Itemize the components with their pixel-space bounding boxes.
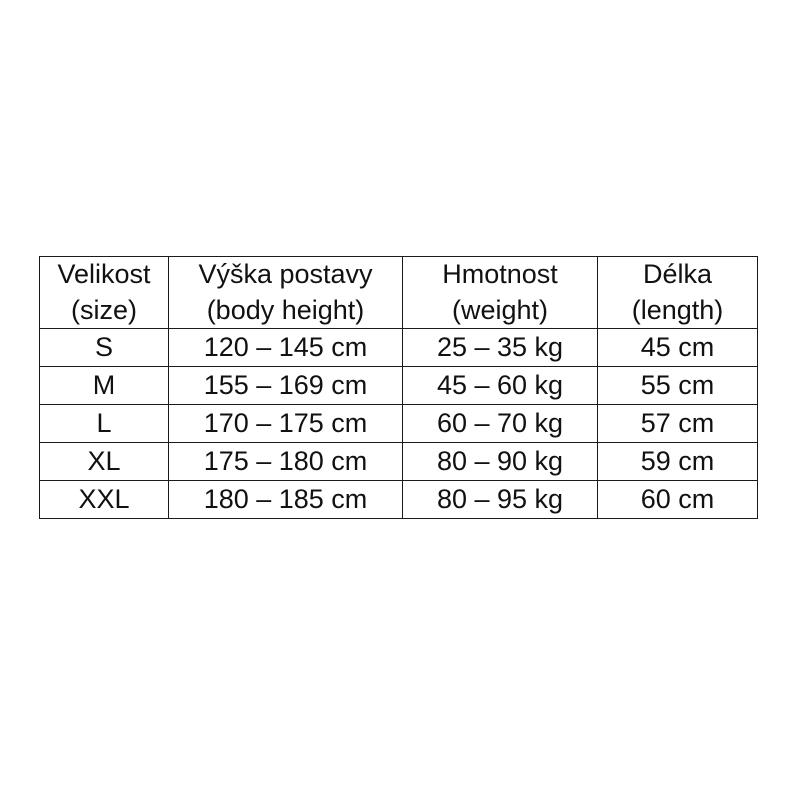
header-row-english <box>40 293 758 329</box>
height-cell: 175 – 180 cm <box>169 443 403 481</box>
header-length-en: (length) <box>598 293 758 329</box>
length-cell: 55 cm <box>598 367 758 405</box>
table-row <box>40 481 758 519</box>
length-cell: 57 cm <box>598 405 758 443</box>
height-cell: 170 – 175 cm <box>169 405 403 443</box>
weight-cell: 80 – 90 kg <box>403 443 598 481</box>
header-size-en: (size) <box>40 293 169 329</box>
height-cell: 120 – 145 cm <box>169 329 403 367</box>
table-row <box>40 367 758 405</box>
header-length: Délka <box>598 257 758 293</box>
weight-cell: 80 – 95 kg <box>403 481 598 519</box>
weight-cell: 60 – 70 kg <box>403 405 598 443</box>
height-cell: 155 – 169 cm <box>169 367 403 405</box>
weight-cell: 45 – 60 kg <box>403 367 598 405</box>
header-weight-en: (weight) <box>403 293 598 329</box>
header-weight: Hmotnost <box>403 257 598 293</box>
weight-cell: 25 – 35 kg <box>403 329 598 367</box>
header-body-height-en: (body height) <box>169 293 403 329</box>
table-row <box>40 329 758 367</box>
size-cell: XL <box>40 443 169 481</box>
length-cell: 60 cm <box>598 481 758 519</box>
header-body-height: Výška postavy <box>169 257 403 293</box>
height-cell: 180 – 185 cm <box>169 481 403 519</box>
table-row <box>40 405 758 443</box>
table-row <box>40 443 758 481</box>
length-cell: 59 cm <box>598 443 758 481</box>
size-cell: S <box>40 329 169 367</box>
size-cell: M <box>40 367 169 405</box>
header-size: Velikost <box>40 257 169 293</box>
size-chart-table <box>39 256 758 519</box>
header-row-czech <box>40 257 758 293</box>
length-cell: 45 cm <box>598 329 758 367</box>
size-cell: XXL <box>40 481 169 519</box>
size-cell: L <box>40 405 169 443</box>
